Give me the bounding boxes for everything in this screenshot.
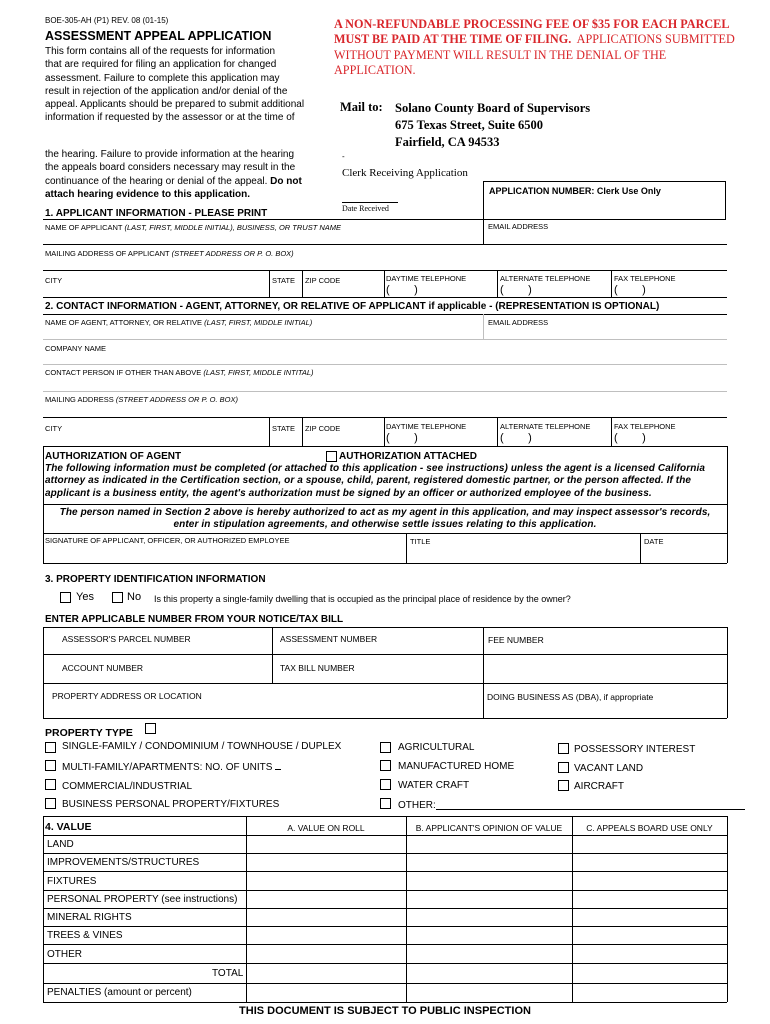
- tax-bill-number-field[interactable]: TAX BILL NUMBER: [280, 663, 355, 673]
- other-checkbox[interactable]: [380, 798, 391, 809]
- business-personal-checkbox[interactable]: [45, 798, 56, 809]
- section4-heading: 4. VALUE: [45, 821, 92, 833]
- agent-fax-paren: ( ): [614, 432, 646, 444]
- dash: -: [342, 152, 345, 161]
- agent-city-field[interactable]: CITY: [45, 424, 63, 433]
- fee-notice: A NON-REFUNDABLE PROCESSING FEE OF $35 FOR EACH PARCEL MUST BE PAID AT THE TIME OF FILING. APPLICATIONS SUBMITTED WITHOUT PAYMENT WILL RESULT IN THE DENIAL OF THE APPLICATION.: [334, 17, 735, 77]
- value-row-personal-property: PERSONAL PROPERTY (see instructions): [47, 894, 238, 905]
- agent-day-phone-field[interactable]: DAYTIME TELEPHONE: [386, 422, 467, 431]
- applicant-mailing-address-field[interactable]: MAILING ADDRESS OF APPLICANT (STREET ADDRESS OR P. O. BOX): [45, 249, 294, 258]
- page-title: ASSESSMENT APPEAL APPLICATION: [45, 29, 272, 43]
- applicant-email-field[interactable]: EMAIL ADDRESS: [488, 222, 549, 231]
- other-input-line[interactable]: [436, 809, 745, 810]
- section1-heading: 1. APPLICANT INFORMATION - PLEASE PRINT: [45, 208, 268, 219]
- property-type-checkbox[interactable]: [145, 723, 156, 734]
- value-row-penalties: PENALTIES (amount or percent): [47, 987, 192, 998]
- col-appeals-board: C. APPEALS BOARD USE ONLY: [586, 823, 713, 833]
- form-id: BOE-305-AH (P1) REV. 08 (01-15): [45, 16, 169, 25]
- applicant-state-field[interactable]: STATE: [272, 276, 296, 285]
- authorization-instructions: The following information must be completed (or attached to this application - see instructions) unless the agent is a licensed California attorney as indicated in the Certification section, or a spouse, child, parent, registered domestic partner, or the person affected. If the applicant is a business entity, the agent's authorization must be signed by an officer or authorized employee of the business.: [45, 463, 705, 499]
- apn-field[interactable]: ASSESSOR'S PARCEL NUMBER: [62, 634, 191, 644]
- single-family-label: SINGLE-FAMILY / CONDOMINIUM / TOWNHOUSE / DUPLEX: [62, 741, 342, 752]
- value-row-total: TOTAL: [212, 968, 244, 979]
- authorization-attached-label: AUTHORIZATION ATTACHED: [339, 451, 477, 462]
- fee-number-field[interactable]: FEE NUMBER: [488, 635, 544, 645]
- agent-name-field[interactable]: NAME OF AGENT, ATTORNEY, OR RELATIVE (LAST, FIRST, MIDDLE INITIAL): [45, 318, 313, 327]
- property-type-heading: PROPERTY TYPE: [45, 727, 133, 739]
- authorization-statement: The person named in Section 2 above is hereby authorized to act as my agent in this application, and may inspect assessor's records, enter in stipulation agreements, and otherwise settle issues relating to this application.: [59, 507, 711, 531]
- alt-phone-paren: ( ): [500, 284, 532, 296]
- possessory-interest-checkbox[interactable]: [558, 743, 569, 754]
- intro-text: This form contains all of the requests for information that are required for filing an application for changed assessment. Failure to complete this application may result in rejection of the application and/or denial of the appeal. Applicants should be prepared to submit additional information if requested by the assessor or at the time of: [45, 46, 305, 124]
- authorization-attached-checkbox[interactable]: [326, 451, 337, 462]
- agent-email-field[interactable]: EMAIL ADDRESS: [488, 318, 549, 327]
- vacant-land-checkbox[interactable]: [558, 762, 569, 773]
- yes-label: Yes: [76, 591, 94, 603]
- value-row-fixtures: FIXTURES: [47, 876, 97, 887]
- date-received: Date Received: [342, 204, 389, 213]
- intro-text-continued: the hearing. Failure to provide information at the hearing the appeals board considers necessary may result in the continuance of the hearing or denial of the appeal. Do not attach hearing evidence to this application.: [45, 149, 302, 200]
- commercial-label: COMMERCIAL/INDUSTRIAL: [62, 781, 193, 792]
- water-craft-label: WATER CRAFT: [398, 780, 470, 791]
- business-personal-label: BUSINESS PERSONAL PROPERTY/FIXTURES: [62, 799, 280, 810]
- agent-fax-field[interactable]: FAX TELEPHONE: [614, 422, 676, 431]
- agent-state-field[interactable]: STATE: [272, 424, 296, 433]
- value-row-trees-vines: TREES & VINES: [47, 930, 123, 941]
- clerk-receiving: Clerk Receiving Application: [342, 167, 468, 179]
- no-checkbox[interactable]: [112, 592, 123, 603]
- date-field[interactable]: DATE: [644, 537, 664, 546]
- possessory-interest-label: POSSESSORY INTEREST: [574, 744, 696, 755]
- applicant-day-phone-field[interactable]: DAYTIME TELEPHONE: [386, 274, 467, 283]
- aircraft-label: AIRCRAFT: [574, 781, 624, 792]
- mail-to-label: Mail to:: [340, 100, 383, 114]
- multi-family-label: MULTI-FAMILY/APARTMENTS: NO. OF UNITS: [62, 762, 281, 773]
- authorization-heading: AUTHORIZATION OF AGENT: [45, 451, 182, 462]
- water-craft-checkbox[interactable]: [380, 779, 391, 790]
- mailing-address: Solano County Board of Supervisors 675 Texas Street, Suite 6500 Fairfield, CA 94533: [395, 101, 591, 149]
- agent-alt-phone-field[interactable]: ALTERNATE TELEPHONE: [500, 422, 591, 431]
- no-label: No: [127, 591, 142, 603]
- section3-heading: 3. PROPERTY IDENTIFICATION INFORMATION: [45, 574, 266, 585]
- agricultural-checkbox[interactable]: [380, 742, 391, 753]
- col-applicant-opinion: B. APPLICANT'S OPINION OF VALUE: [415, 823, 563, 833]
- other-label: OTHER:: [398, 800, 436, 811]
- property-address-field[interactable]: PROPERTY ADDRESS OR LOCATION: [52, 691, 202, 701]
- title-field[interactable]: TITLE: [410, 537, 431, 546]
- agent-contact-person-field[interactable]: CONTACT PERSON IF OTHER THAN ABOVE (LAST, FIRST, MIDDLE INTITAL): [45, 368, 314, 377]
- signature-field[interactable]: SIGNATURE OF APPLICANT, OFFICER, OR AUTHORIZED EMPLOYEE: [45, 536, 290, 545]
- col-value-on-roll: A. VALUE ON ROLL: [287, 823, 365, 833]
- assessment-number-field[interactable]: ASSESSMENT NUMBER: [280, 634, 378, 644]
- value-row-other: OTHER: [47, 949, 82, 960]
- single-family-checkbox[interactable]: [45, 742, 56, 753]
- fax-paren: ( ): [614, 284, 646, 296]
- manufactured-home-label: MANUFACTURED HOME: [398, 761, 515, 772]
- enter-number-heading: ENTER APPLICABLE NUMBER FROM YOUR NOTICE/TAX BILL: [45, 614, 344, 625]
- section2-heading: 2. CONTACT INFORMATION - AGENT, ATTORNEY, OR RELATIVE OF APPLICANT if applicable - (REPRESENTATION IS OPTIONAL): [45, 301, 660, 312]
- application-number-label: APPLICATION NUMBER: Clerk Use Only: [489, 186, 661, 196]
- manufactured-home-checkbox[interactable]: [380, 760, 391, 771]
- multi-family-checkbox[interactable]: [45, 760, 56, 771]
- footer-notice: THIS DOCUMENT IS SUBJECT TO PUBLIC INSPECTION: [239, 1005, 531, 1017]
- aircraft-checkbox[interactable]: [558, 780, 569, 791]
- applicant-fax-field[interactable]: FAX TELEPHONE: [614, 274, 676, 283]
- value-row-mineral-rights: MINERAL RIGHTS: [47, 912, 132, 923]
- account-number-field[interactable]: ACCOUNT NUMBER: [62, 663, 144, 673]
- agent-alt-phone-paren: ( ): [500, 432, 532, 444]
- day-phone-paren: ( ): [386, 284, 418, 296]
- owner-occupied-question: Is this property a single-family dwelling that is occupied as the principal place of residence by the owner?: [154, 594, 571, 604]
- agent-mailing-address-field[interactable]: MAILING ADDRESS (STREET ADDRESS OR P. O. BOX): [45, 395, 238, 404]
- agent-company-field[interactable]: COMPANY NAME: [45, 344, 106, 353]
- applicant-zip-field[interactable]: ZIP CODE: [305, 276, 341, 285]
- vacant-land-label: VACANT LAND: [574, 763, 644, 774]
- agricultural-label: AGRICULTURAL: [398, 742, 475, 753]
- yes-checkbox[interactable]: [60, 592, 71, 603]
- applicant-name-field[interactable]: NAME OF APPLICANT (LAST, FIRST, MIDDLE INITIAL), BUSINESS, OR TRUST NAME: [45, 223, 342, 232]
- applicant-alt-phone-field[interactable]: ALTERNATE TELEPHONE: [500, 274, 591, 283]
- value-row-land: LAND: [47, 839, 74, 850]
- applicant-city-field[interactable]: CITY: [45, 276, 63, 285]
- dba-field[interactable]: DOING BUSINESS AS (DBA), if appropriate: [487, 692, 654, 702]
- application-number-box[interactable]: [483, 181, 726, 220]
- agent-day-phone-paren: ( ): [386, 432, 418, 444]
- agent-zip-field[interactable]: ZIP CODE: [305, 424, 341, 433]
- value-row-improvements: IMPROVEMENTS/STRUCTURES: [47, 857, 200, 868]
- commercial-checkbox[interactable]: [45, 779, 56, 790]
